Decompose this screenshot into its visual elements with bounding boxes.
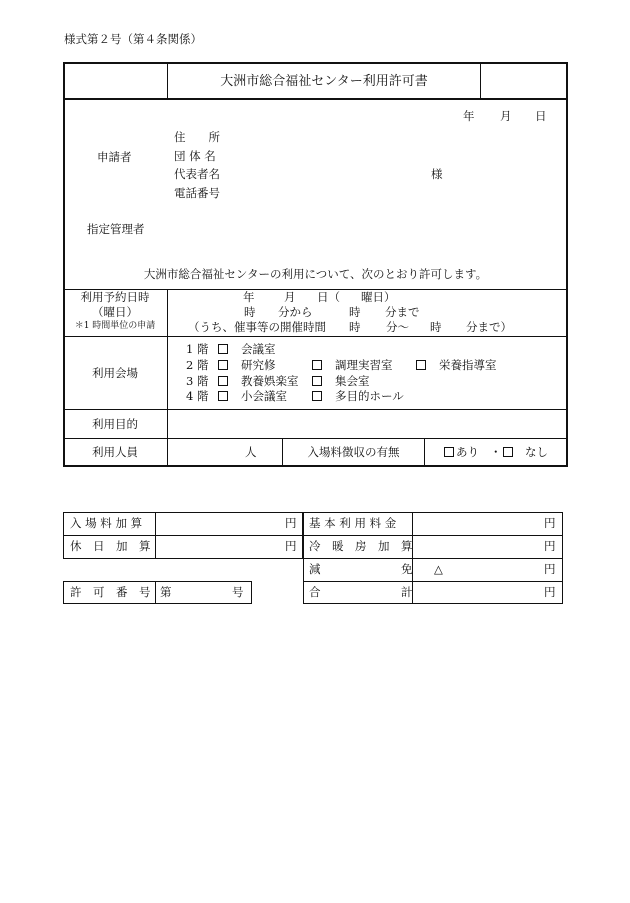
purpose-label: 利用目的 xyxy=(92,417,138,431)
yen-label: 円 xyxy=(285,516,297,530)
event-time-label: （うち、催事等の開催時間 xyxy=(188,320,326,334)
applicant-label: 申請者 xyxy=(97,150,132,164)
checkbox-icon xyxy=(218,391,228,401)
people-label: 利用人員 xyxy=(92,445,138,459)
room-kenshu[interactable] xyxy=(218,360,276,372)
venue-label: 利用会場 xyxy=(92,366,138,380)
schedule-note: ＊1 時間単位の申請 xyxy=(74,321,156,331)
fee-yes-label: あり xyxy=(456,445,479,459)
room-label: 調理実習室 xyxy=(335,358,393,372)
sched-day: 日（ xyxy=(317,290,340,304)
date-day: 日 xyxy=(535,109,547,123)
permit-number-label: 許 可 番 号 xyxy=(70,585,151,599)
checkbox-icon xyxy=(312,391,322,401)
total-label: 合 計 xyxy=(309,585,413,599)
people-unit: 人 xyxy=(245,445,257,459)
sched-start-min: 分から xyxy=(278,305,313,319)
floor-4: 4 階 xyxy=(186,389,209,403)
floor-2: 2 階 xyxy=(186,358,209,372)
permit-dai: 第 xyxy=(160,585,172,599)
floor-1: 1 階 xyxy=(186,342,209,356)
yen-label: 円 xyxy=(544,562,556,576)
room-label: 研究修 xyxy=(241,358,276,372)
fee-option-yes[interactable] xyxy=(444,447,479,459)
event-start-hour: 時 xyxy=(349,320,361,334)
entrance-add-label: 入 場 料 加 算 xyxy=(70,516,143,530)
org-name-label: 団 体 名 xyxy=(174,149,216,163)
discount-label: 減 免 xyxy=(309,562,413,576)
room-label: 栄養指導室 xyxy=(439,358,497,372)
fee-collection-label: 入場料徴収の有無 xyxy=(307,445,400,459)
form-number: 様式第２号（第４条関係） xyxy=(64,32,202,46)
checkbox-icon xyxy=(503,447,513,457)
sama-label: 様 xyxy=(431,167,443,181)
room-label: 小会議室 xyxy=(241,389,287,403)
room-label: 教養娯楽室 xyxy=(241,374,299,388)
checkbox-icon xyxy=(312,376,322,386)
address-label: 住 所 xyxy=(174,130,220,144)
sched-month: 月 xyxy=(284,290,296,304)
checkbox-icon xyxy=(218,376,228,386)
floor-3: 3 階 xyxy=(186,374,209,388)
date-month: 月 xyxy=(500,109,512,123)
representative-label: 代表者名 xyxy=(174,167,220,181)
permit-go: 号 xyxy=(232,585,244,599)
sched-year: 年 xyxy=(243,290,255,304)
date-year: 年 xyxy=(463,109,475,123)
schedule-weekday-label: （曜日） xyxy=(92,305,138,319)
event-end-hour: 時 xyxy=(430,320,442,334)
fee-separator: ・ xyxy=(490,445,502,459)
page-title: 大洲市総合福祉センター利用許可書 xyxy=(220,74,428,89)
yen-label: 円 xyxy=(544,516,556,530)
sched-end-hour: 時 xyxy=(349,305,361,319)
room-shukai[interactable] xyxy=(312,376,370,388)
checkbox-icon xyxy=(444,447,454,457)
fee-no-label: なし xyxy=(525,445,548,459)
permission-text: 大洲市総合福祉センターの利用について、次のとおり許可します。 xyxy=(143,267,488,281)
people-count-field[interactable] xyxy=(170,441,240,463)
yen-label: 円 xyxy=(285,539,297,553)
sched-start-hour: 時 xyxy=(244,305,256,319)
event-end-min: 分まで） xyxy=(466,320,512,334)
yen-label: 円 xyxy=(544,585,556,599)
phone-label: 電話番号 xyxy=(174,186,220,200)
purpose-field[interactable] xyxy=(170,412,564,436)
room-tamokuteki[interactable] xyxy=(312,391,404,403)
checkbox-icon xyxy=(218,344,228,354)
yen-label: 円 xyxy=(544,539,556,553)
holiday-add-label: 休 日 加 算 xyxy=(70,539,151,553)
fee-option-no[interactable] xyxy=(503,447,548,459)
room-kaigishitsu[interactable] xyxy=(218,344,276,356)
schedule-label: 利用予約日時 xyxy=(80,290,150,304)
room-eiyo[interactable] xyxy=(416,360,497,372)
room-shokaigi[interactable] xyxy=(218,391,287,403)
room-chori[interactable] xyxy=(312,360,393,372)
event-start-min: 分～ xyxy=(386,320,409,334)
checkbox-icon xyxy=(416,360,426,370)
sched-end-min: 分まで xyxy=(385,305,420,319)
triangle-mark: △ xyxy=(434,562,443,576)
checkbox-icon xyxy=(312,360,322,370)
checkbox-icon xyxy=(218,360,228,370)
room-label: 集会室 xyxy=(335,374,370,388)
room-kyoyo[interactable] xyxy=(218,376,299,388)
base-fee-label: 基 本 利 用 料 金 xyxy=(309,516,397,530)
room-label: 多目的ホール xyxy=(335,389,404,403)
sched-weekday: 曜日） xyxy=(361,290,396,304)
aircon-add-label: 冷 暖 房 加 算 xyxy=(309,539,413,553)
room-label: 会議室 xyxy=(241,342,276,356)
manager-label: 指定管理者 xyxy=(87,222,145,236)
